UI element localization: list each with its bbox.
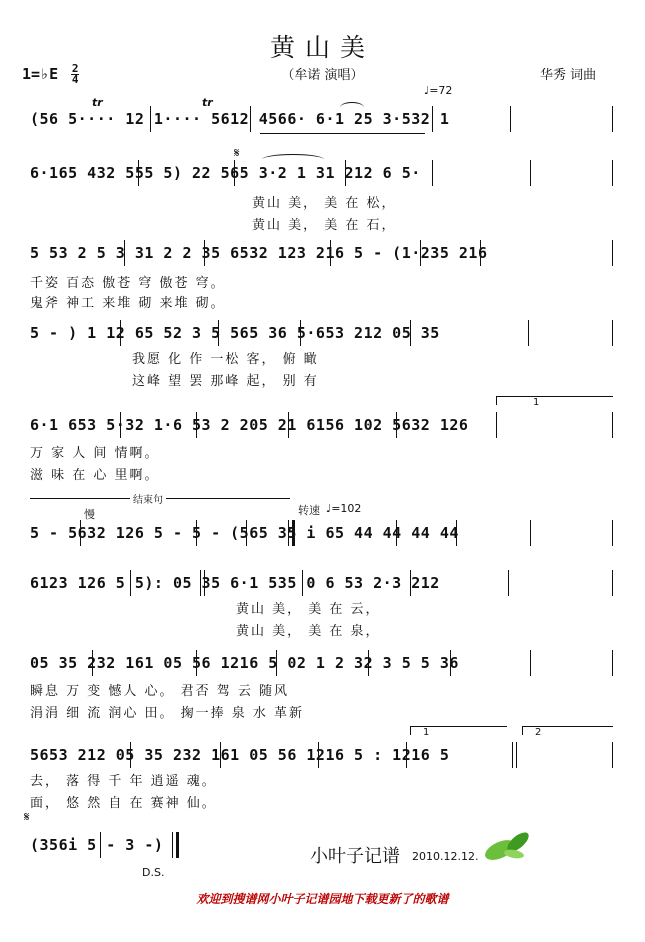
volta-number: 1 [533, 397, 540, 408]
singer-credit: （牟诺 演唱） [281, 68, 364, 83]
lyric-verse-1: 我愿 化 作 一松 客， 俯 瞰 [132, 352, 319, 367]
ending-bracket [30, 495, 290, 507]
barline [80, 520, 81, 546]
barline [124, 240, 125, 266]
lyric-verse-2: 这峰 望 罢 那峰 起， 别 有 [132, 374, 319, 389]
barline [530, 520, 531, 546]
barline [196, 412, 197, 438]
transcriber-signature: 小叶子记谱 [310, 846, 400, 867]
barline [396, 520, 397, 546]
barline [496, 412, 497, 438]
barline [530, 650, 531, 676]
barline [612, 240, 613, 266]
barline [130, 742, 131, 768]
lyric-verse-2: 面， 悠 然 自 在 赛神 仙。 [30, 796, 217, 811]
end-barline [172, 832, 179, 858]
ds-marking: D.S. [142, 866, 165, 879]
music-line: 6·165 432 555 5) 22 565 3·2 1 31 212 6 5· [30, 164, 421, 182]
barline [302, 570, 303, 596]
segno-icon: 𝄋 [234, 146, 240, 161]
barline [150, 106, 151, 132]
lyric-verse-2: 滋 味 在 心 里啊。 [30, 468, 160, 483]
barline [368, 650, 369, 676]
music-line: 5 - ) 1 12 65 52 3 5 565 36 5·653 212 05 35 [30, 324, 440, 342]
segno-icon: 𝄋 [24, 810, 30, 825]
barline [612, 106, 613, 132]
barline [196, 650, 197, 676]
barline [196, 520, 197, 546]
barline [508, 570, 509, 596]
time-denominator: 4 [71, 73, 79, 86]
music-line: 6·1 653 5·32 1·6 53 2 205 21 6156 102 5632 126 [30, 416, 469, 434]
trill-mark: tr [202, 96, 213, 109]
lyric-verse-1: 黄山 美， 美 在 云， [236, 602, 381, 617]
barline [120, 412, 121, 438]
volta-number: 1 [423, 727, 430, 738]
lyric-verse-1: 万 家 人 间 情啊。 [30, 446, 160, 461]
barline [100, 832, 101, 858]
song-title: 黄山美 [269, 33, 375, 62]
barline [420, 240, 421, 266]
barline [396, 412, 397, 438]
barline [612, 520, 613, 546]
ending-label: 结束句 [130, 495, 166, 506]
barline [130, 570, 131, 596]
lyric-verse-2: 黄山 美， 美 在 泉， [236, 624, 381, 639]
slur [262, 154, 324, 165]
slow-marking: 慢 [84, 508, 95, 521]
volta-bracket [496, 396, 613, 408]
barline [246, 520, 247, 546]
lyric-verse-2: 鬼斧 神工 来堆 砌 来堆 砌。 [30, 296, 226, 311]
barline [138, 160, 139, 186]
barline [330, 240, 331, 266]
music-line: 05 35 232 161 05 56 1216 5 02 1 2 32 3 5 5 36 [30, 654, 459, 672]
music-line: 5 - 5632 126 5 - 5 - (565 35 i 65 44 44 44 44 [30, 524, 459, 542]
trill-mark: tr [92, 96, 103, 109]
key-label: 1=♭E [22, 65, 59, 83]
barline [218, 320, 219, 346]
barline [220, 742, 221, 768]
slur [340, 102, 364, 113]
volta-bracket-1 [410, 726, 507, 738]
leaf-icon [480, 828, 536, 864]
music-line: 5 53 2 5 3 31 2 2 35 6532 123 216 5 - (1·235 216 [30, 244, 488, 262]
barline [528, 320, 529, 346]
transcription-date: 2010.12.12. [412, 850, 479, 863]
repeat-barline [512, 742, 517, 768]
music-line: 6123 126 5 5): 05 35 6·1 535 0 6 53 2·3 212 [30, 574, 440, 592]
end-barline [288, 520, 295, 546]
volta-number: 2 [535, 727, 542, 738]
music-line: 5653 212 05 35 232 161 05 56 1216 5 : 1216 5 [30, 746, 450, 764]
lyric-verse-2: 黄山 美， 美 在 石， [252, 218, 397, 233]
barline [120, 320, 121, 346]
volta-bracket-2 [522, 726, 613, 738]
barline [612, 412, 613, 438]
footer-note: 欢迎到搜谱网小叶子记谱园地下载更新了的歌谱 [196, 892, 449, 906]
barline [612, 650, 613, 676]
lyric-verse-1: 去， 落 得 千 年 逍遥 魂。 [30, 774, 217, 789]
barline [612, 160, 613, 186]
barline [450, 650, 451, 676]
lyric-verse-1: 瞬息 万 变 憾人 心。 君否 驾 云 随风 [30, 684, 290, 699]
time-signature [71, 64, 79, 85]
tempo-marking-102: ♩=102 [326, 502, 362, 515]
barline [345, 160, 346, 186]
barline [410, 320, 411, 346]
barline [456, 520, 457, 546]
barline [406, 742, 407, 768]
barline [432, 106, 433, 132]
barline [530, 160, 531, 186]
barline [612, 570, 613, 596]
music-line: (56 5···· 12 1···· 5612 4566· 6·1 25 3·532 1 [30, 110, 450, 128]
repeat-barline [200, 570, 205, 596]
barline [92, 650, 93, 676]
barline [276, 650, 277, 676]
barline [480, 240, 481, 266]
beam [260, 133, 425, 134]
barline [318, 742, 319, 768]
barline [300, 320, 301, 346]
lyric-verse-1: 千姿 百态 傲苍 穹 傲苍 穹。 [30, 276, 226, 291]
barline [410, 570, 411, 596]
barline [510, 106, 511, 132]
lyric-verse-1: 黄山 美， 美 在 松， [252, 196, 397, 211]
tempo-marking-72: ♩=72 [424, 84, 453, 97]
barline [204, 240, 205, 266]
barline [612, 320, 613, 346]
music-line: (356i 5 - 3 -) [30, 836, 164, 854]
tempo-change-label: 转速 [298, 504, 320, 517]
composer-credit: 华秀 词曲 [540, 68, 597, 83]
barline [432, 160, 433, 186]
barline [288, 412, 289, 438]
barline [250, 106, 251, 132]
barline [612, 742, 613, 768]
time-numerator: 2 [71, 62, 79, 75]
lyric-verse-2: 涓涓 细 流 润心 田。 掬一捧 泉 水 革新 [30, 706, 305, 721]
key-signature [22, 64, 79, 85]
barline [234, 160, 235, 186]
